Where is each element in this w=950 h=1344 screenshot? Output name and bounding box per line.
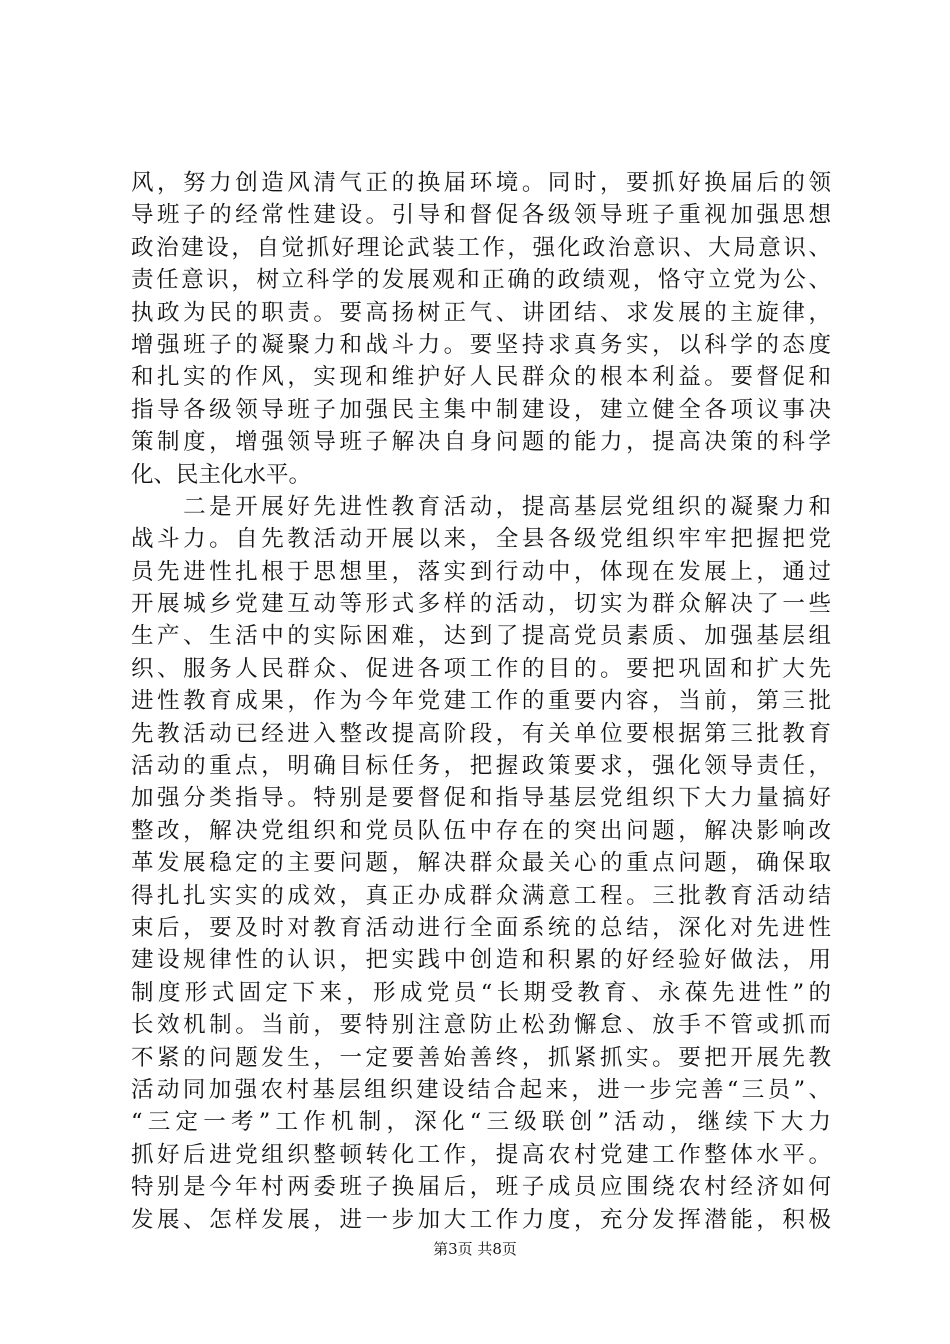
text-line: 整改，解决党组织和党员队伍中存在的突出问题，解决影响改 [131,817,831,844]
text-line: 执政为民的职责。要高扬树正气、讲团结、求发展的主旋律， [131,299,831,326]
text-line: 增强班子的凝聚力和战斗力。要坚持求真务实，以科学的态度 [131,331,831,358]
text-line: 长效机制。当前，要特别注意防止松劲懈怠、放手不管或抓而 [131,1012,831,1039]
text-line: 得扎扎实实的成效，真正办成群众满意工程。三批教育活动结 [131,882,831,909]
text-line: 不紧的问题发生，一定要善始善终，抓紧抓实。要把开展先教 [131,1044,831,1071]
text-line: 员先进性扎根于思想里，落实到行动中，体现在发展上，通过 [131,558,831,585]
text-line: 政治建设，自觉抓好理论武装工作，强化政治意识、大局意识、 [131,234,831,261]
text-line: 织、服务人民群众、促进各项工作的目的。要把巩固和扩大先 [131,655,831,682]
text-line: 特别是今年村两委班子换届后，班子成员应围绕农村经济如何 [131,1174,831,1201]
text-line: 建设规律性的认识，把实践中创造和积累的好经验好做法，用 [131,947,831,974]
text-line: 革发展稳定的主要问题，解决群众最关心的重点问题，确保取 [131,850,831,877]
body-text [131,167,831,1236]
text-line: “三定一考”工作机制，深化“三级联创”活动，继续下大力 [131,1109,831,1136]
text-line: 先教活动已经进入整改提高阶段，有关单位要根据第三批教育 [131,720,831,747]
page-number-footer: 第3页 共8页 [433,1240,517,1258]
text-line: 抓好后进党组织整顿转化工作，提高农村党建工作整体水平。 [131,1141,831,1168]
text-line: 加强分类指导。特别是要督促和指导基层党组织下大力量搞好 [131,785,831,812]
text-line: 进性教育成果，作为今年党建工作的重要内容，当前，第三批 [131,688,831,715]
text-line: 指导各级领导班子加强民主集中制建设，建立健全各项议事决 [131,396,831,423]
text-line: 风，努力创造风清气正的换届环境。同时，要抓好换届后的领 [131,170,831,196]
text-line: 责任意识，树立科学的发展观和正确的政绩观，恪守立党为公、 [131,267,831,294]
paragraph-last-line: 化、民主化水平。 [131,461,312,488]
text-line: 生产、生活中的实际困难，达到了提高党员素质、加强基层组 [131,623,831,650]
text-line: 策制度，增强领导班子解决自身问题的能力，提高决策的科学 [131,429,831,456]
text-line: 制度形式固定下来，形成党员“长期受教育、永葆先进性”的 [131,979,831,1006]
paragraph-first-line: 二是开展好先进性教育活动，提高基层党组织的凝聚力和 [131,493,831,520]
text-line: 活动的重点，明确目标任务，把握政策要求，强化领导责任， [131,753,831,780]
text-line: 发展、怎样发展，进一步加大工作力度，充分发挥潜能，积极 [131,1206,831,1233]
text-line: 束后，要及时对教育活动进行全面系统的总结，深化对先进性 [131,914,831,941]
text-line: 开展城乡党建互动等形式多样的活动，切实为群众解决了一些 [131,591,831,618]
text-line: 战斗力。自先教活动开展以来，全县各级党组织牢牢把握把党 [131,526,831,553]
text-line: 活动同加强农村基层组织建设结合起来，进一步完善“三员”、 [131,1076,831,1103]
text-line: 和扎实的作风，实现和维护好人民群众的根本利益。要督促和 [131,364,831,391]
text-line: 导班子的经常性建设。引导和督促各级领导班子重视加强思想 [131,202,831,229]
